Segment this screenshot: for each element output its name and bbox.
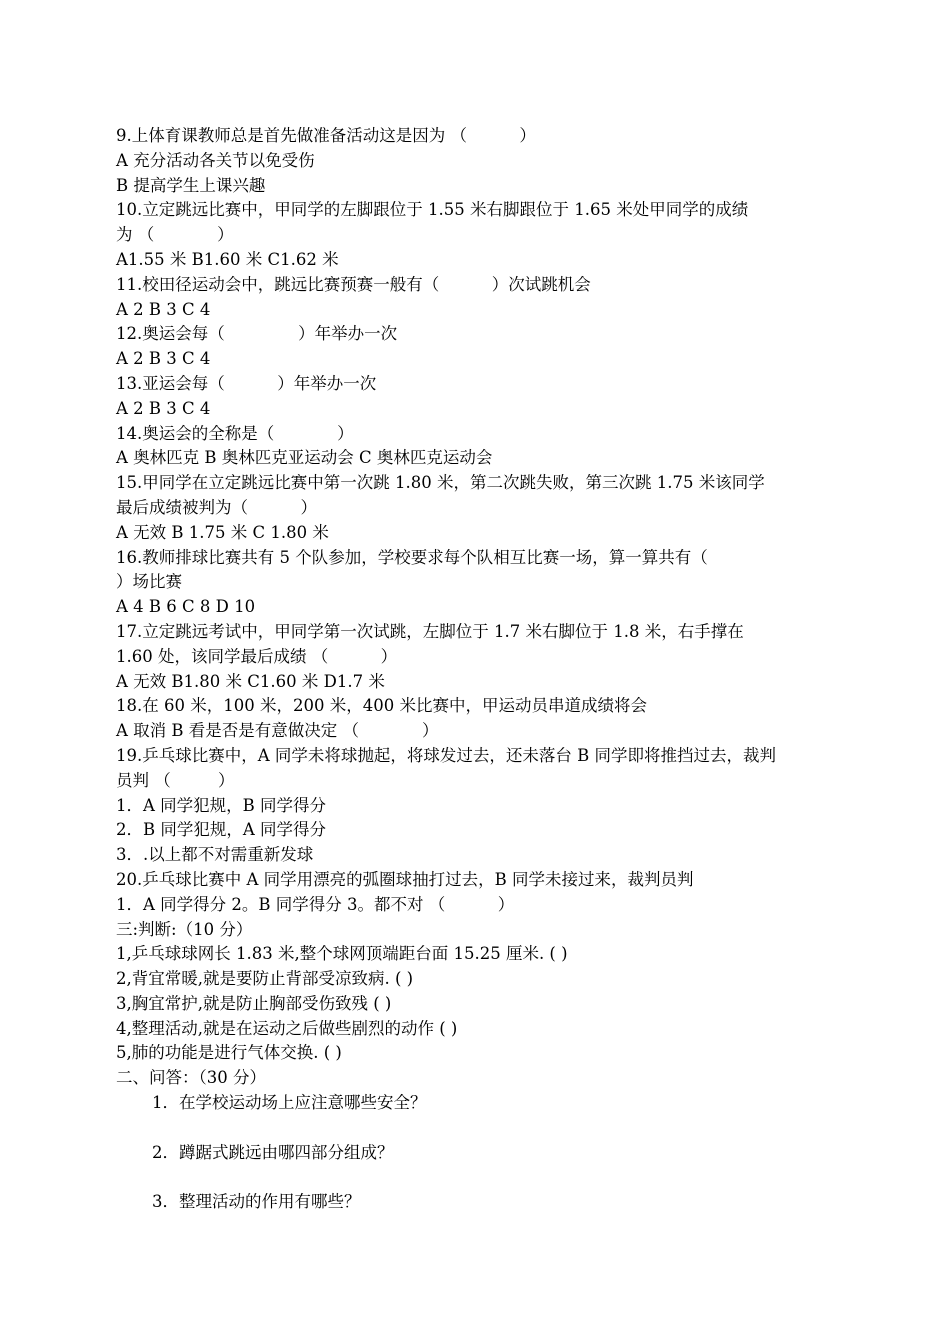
judgement-item: 5,肺的功能是进行气体交换. ( ) — [116, 1043, 342, 1063]
option-line: A 取消 B 看是否是有意做决定 （ ） — [116, 721, 439, 741]
option-line: A1.55 米 B1.60 米 C1.62 米 — [116, 249, 339, 269]
option-line: 2．B 同学犯规，A 同学得分 — [116, 820, 327, 840]
section-heading-judgement: 三:判断:（10 分） — [116, 919, 253, 939]
question-19-cont: 员判 （ ） — [116, 770, 235, 790]
option-line: A 2 B 3 C 4 — [116, 349, 211, 369]
qa-question-1: 1．在学校运动场上应注意哪些安全？ — [152, 1093, 427, 1113]
judgement-item: 2,背宜常暖,就是要防止背部受凉致病. ( ) — [116, 969, 414, 989]
option-line: A 奥林匹克 B 奥林匹克亚运动会 C 奥林匹克运动会 — [116, 448, 493, 468]
option-line: A 2 B 3 C 4 — [116, 299, 211, 319]
question-16-cont: ）场比赛 — [116, 572, 182, 592]
option-line: 1．A 同学得分 2。B 同学得分 3。都不对 （ ） — [116, 894, 515, 914]
qa-question-3: 3．整理活动的作用有哪些？ — [152, 1192, 361, 1212]
option-line: A 2 B 3 C 4 — [116, 398, 211, 418]
question-16: 16.教师排球比赛共有 5 个队参加，学校要求每个队相互比赛一场，算一算共有（ — [116, 547, 708, 567]
question-17-cont: 1.60 处，该同学最后成绩 （ ） — [116, 646, 398, 666]
question-10-cont: 为 （ ） — [116, 225, 234, 245]
question-17: 17.立定跳远考试中，甲同学第一次试跳，左脚位于 1.7 米右脚位于 1.8 米，右手撑在 — [116, 621, 744, 641]
option-line: A 无效 B1.80 米 C1.60 米 D1.7 米 — [116, 671, 385, 691]
question-19: 19.乒乓球比赛中，A 同学未将球抛起，将球发过去，还未落台 B 同学即将推挡过去，裁判 — [116, 745, 777, 765]
question-11: 11.校田径运动会中，跳远比赛预赛一般有（ ）次试跳机会 — [116, 274, 591, 294]
question-13: 13.亚运会每（ ）年举办一次 — [116, 373, 377, 393]
option-line: 1．A 同学犯规，B 同学得分 — [116, 795, 327, 815]
question-15: 15.甲同学在立定跳远比赛中第一次跳 1.80 米，第二次跳失败，第三次跳 1.75 米该同学 — [116, 473, 765, 493]
question-12: 12.奥运会每（ ）年举办一次 — [116, 324, 398, 344]
option-line: A 无效 B 1.75 米 C 1.80 米 — [116, 522, 329, 542]
question-20: 20.乒乓球比赛中 A 同学用漂亮的弧圈球抽打过去，B 同学未接过来，裁判员判 — [116, 869, 694, 889]
question-18: 18.在 60 米，100 米，200 米，400 米比赛中，甲运动员串道成绩将会 — [116, 696, 647, 716]
answer-space — [116, 1165, 842, 1190]
question-15-cont: 最后成绩被判为（ ） — [116, 497, 317, 517]
option-line: B 提高学生上课兴趣 — [116, 175, 266, 195]
qa-question-2: 2．蹲踞式跳远由哪四部分组成？ — [152, 1142, 394, 1162]
option-line: A 充分活动各关节以免受伤 — [116, 150, 315, 170]
judgement-item: 3,胸宜常护,就是防止胸部受伤致残 ( ) — [116, 993, 392, 1013]
judgement-item: 1,乒乓球球网长 1.83 米,整个球网顶端距台面 15.25 厘米. ( ) — [116, 944, 568, 964]
section-heading-qa: 二、问答：（30 分） — [116, 1068, 266, 1088]
judgement-item: 4,整理活动,就是在运动之后做些剧烈的动作 ( ) — [116, 1018, 458, 1038]
question-10: 10.立定跳远比赛中，甲同学的左脚跟位于 1.55 米右脚跟位于 1.65 米处甲同学的成绩 — [116, 200, 749, 220]
document-body — [116, 124, 842, 1215]
question-14: 14.奥运会的全称是（ ） — [116, 423, 354, 443]
option-line: A 4 B 6 C 8 D 10 — [116, 597, 256, 617]
answer-space — [116, 1116, 842, 1141]
option-line: 3．.以上都不对需重新发球 — [116, 845, 314, 865]
question-9: 9.上体育课教师总是首先做准备活动这是因为 （ ） — [116, 126, 536, 145]
